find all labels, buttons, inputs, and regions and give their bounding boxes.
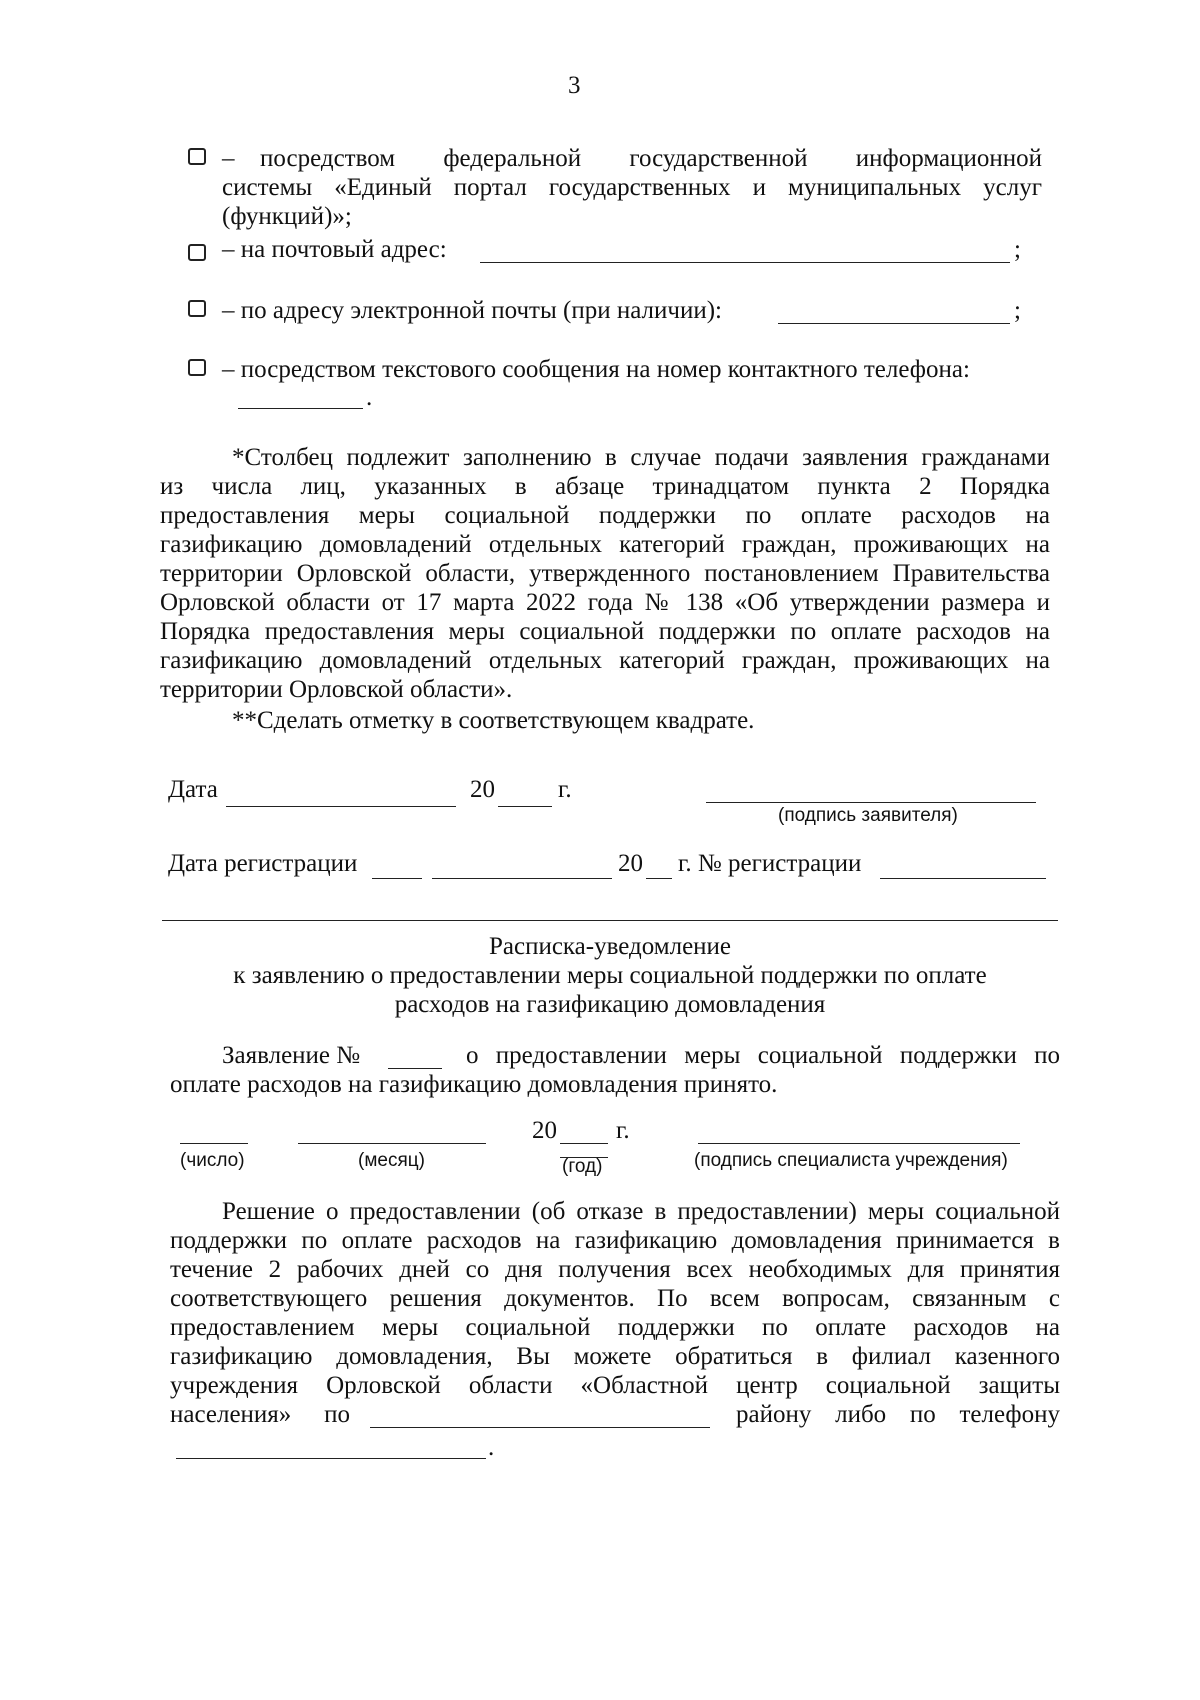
footnote-1-line: Порядка предоставления меры социальной поддержки по оплате расходов на — [160, 618, 1050, 645]
registration-year-prefix: 20 — [618, 850, 643, 877]
caption-specialist-signature: (подпись специалиста учреждения) — [694, 1150, 1008, 1171]
email-line[interactable] — [778, 323, 1010, 324]
decision-end: . — [488, 1434, 495, 1461]
date-year-line[interactable] — [498, 806, 552, 807]
checkbox-sms[interactable] — [188, 359, 206, 376]
option-portal-line3: (функций)»; — [222, 203, 352, 230]
decision-line: поддержки по оплате расходов на газификацию домовладения принимается в — [170, 1227, 1060, 1254]
caption-day: (число) — [180, 1150, 245, 1171]
receipt-year-prefix: 20 — [532, 1117, 557, 1144]
specialist-signature-line[interactable] — [698, 1143, 1020, 1144]
registration-number-label: г. № регистрации — [678, 850, 862, 877]
receipt-year-suffix: г. — [616, 1117, 630, 1144]
footnote-1-line: предоставления меры социальной поддержки по оплате расходов на — [160, 502, 1050, 529]
option-portal-word: информационной — [855, 145, 1042, 172]
footnote-1-line: газификацию домовладений отдельных категорий граждан, проживающих на — [160, 531, 1050, 558]
registration-day-line[interactable] — [372, 878, 422, 879]
phone-line[interactable] — [238, 408, 363, 409]
page-number: 3 — [568, 72, 581, 99]
date-year-prefix: 20 — [470, 776, 495, 803]
statement-number-line[interactable] — [388, 1068, 442, 1069]
registration-month-line[interactable] — [432, 878, 612, 879]
option-email-label: – по адресу электронной почты (при наличии): — [222, 297, 722, 324]
separator-line — [162, 920, 1058, 921]
office-phone-line[interactable] — [176, 1458, 486, 1459]
option-postal-label: – на почтовый адрес: — [222, 236, 447, 263]
statement-line2: оплате расходов на газификацию домовладения принято. — [170, 1071, 778, 1098]
applicant-signature-caption: (подпись заявителя) — [778, 805, 958, 826]
option-email-end: ; — [1014, 297, 1021, 324]
receipt-year-line[interactable] — [560, 1143, 608, 1144]
footnote-1-line: *Столбец подлежит заполнению в случае подачи заявления гражданами — [232, 444, 1050, 471]
option-portal-word: посредством — [260, 145, 396, 172]
footnote-1-line: территории Орловской области, утвержденного постановлением Правительства — [160, 560, 1050, 587]
decision-last-b: району либо по телефону — [736, 1401, 1060, 1428]
footnote-1-line: Орловской области от 17 марта 2022 года № 138 «Об утверждении размера и — [160, 589, 1050, 616]
district-line[interactable] — [370, 1427, 710, 1428]
option-portal-word: федеральной — [443, 145, 582, 172]
caption-month: (месяц) — [358, 1150, 425, 1171]
caption-year: (год) — [562, 1156, 603, 1177]
option-portal-word: государственной — [629, 145, 808, 172]
decision-line: газификацию домовладения, Вы можете обратиться в филиал казенного — [170, 1343, 1060, 1370]
footnote-1-last: территории Орловской области». — [160, 676, 513, 703]
receipt-day-line[interactable] — [180, 1143, 248, 1144]
checkbox-portal[interactable] — [188, 148, 206, 165]
option-portal-line2: системы «Единый портал государственных и муниципальных услуг — [222, 174, 1042, 201]
registration-number-line[interactable] — [880, 878, 1046, 879]
option-portal-dash: – — [222, 145, 235, 172]
date-label: Дата — [168, 776, 218, 803]
decision-line: течение 2 рабочих дней со дня получения всех необходимых для принятия — [170, 1256, 1060, 1283]
option-postal-end: ; — [1014, 236, 1021, 263]
decision-line: предоставлением меры социальной поддержки по оплате расходов на — [170, 1314, 1060, 1341]
date-year-suffix: г. — [558, 776, 572, 803]
checkbox-postal[interactable] — [188, 244, 206, 261]
footnote-2: **Сделать отметку в соответствующем квадрате. — [232, 707, 755, 734]
registration-label: Дата регистрации — [168, 850, 358, 877]
decision-line: соответствующего решения документов. По всем вопросам, связанным с — [170, 1285, 1060, 1312]
receipt-month-line[interactable] — [298, 1143, 486, 1144]
receipt-subtitle-line1: к заявлению о предоставлении меры социальной поддержки по оплате — [233, 962, 987, 989]
decision-last-a: населения» по — [170, 1401, 350, 1428]
option-sms-end: . — [366, 384, 373, 411]
statement-label: Заявление № — [222, 1042, 361, 1069]
footnote-1-line: газификацию домовладений отдельных категорий граждан, проживающих на — [160, 647, 1050, 674]
checkbox-email[interactable] — [188, 300, 206, 317]
option-sms-label: – посредством текстового сообщения на номер контактного телефона: — [222, 356, 970, 383]
statement-text: о предоставлении меры социальной поддержки по — [466, 1042, 1060, 1069]
receipt-title: Расписка-уведомление — [488, 933, 732, 960]
applicant-signature-line[interactable] — [706, 802, 1036, 803]
decision-line: учреждения Орловской области «Областной центр социальной защиты — [170, 1372, 1060, 1399]
option-portal-line1 — [260, 145, 1042, 173]
decision-line: Решение о предоставлении (об отказе в предоставлении) меры социальной — [222, 1198, 1060, 1225]
date-line[interactable] — [226, 806, 456, 807]
registration-year-line[interactable] — [646, 878, 672, 879]
footnote-1-line: из числа лиц, указанных в абзаце тринадцатом пункта 2 Порядка — [160, 473, 1050, 500]
postal-address-line[interactable] — [480, 262, 1010, 263]
receipt-subtitle-line2: расходов на газификацию домовладения — [394, 991, 826, 1018]
